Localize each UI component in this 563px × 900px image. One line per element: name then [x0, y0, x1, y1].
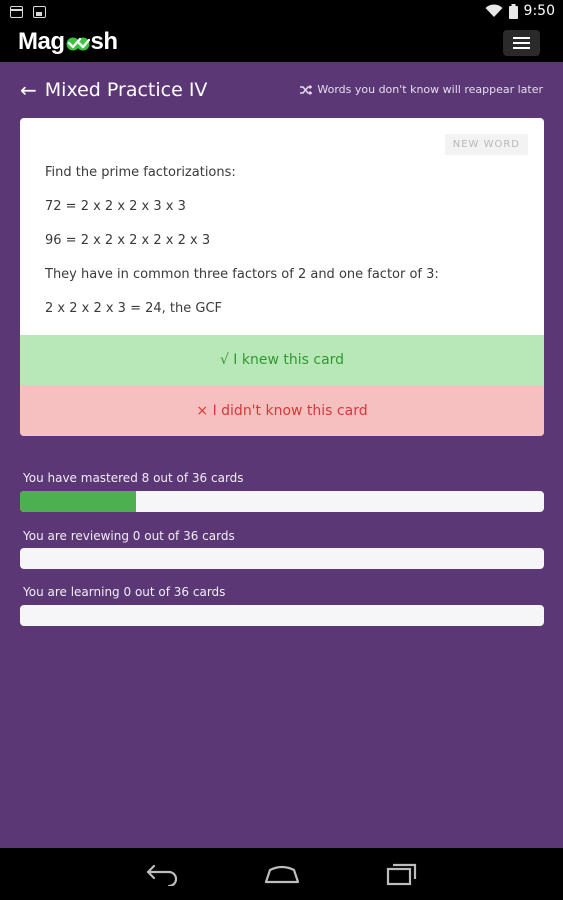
magoosh-logo[interactable]	[18, 28, 118, 56]
recents-nav-icon[interactable]	[385, 862, 419, 886]
back-button[interactable]	[20, 78, 207, 102]
menu-icon-line	[513, 37, 530, 39]
reviewing-progress-bar	[20, 548, 544, 569]
learning-label: You are learning 0 out of 36 cards	[23, 585, 226, 599]
shuffle-note	[300, 83, 543, 96]
status-time: 9:50	[523, 3, 555, 19]
home-nav-icon[interactable]	[264, 862, 300, 886]
app-bar	[0, 25, 563, 62]
menu-icon-line	[513, 42, 530, 44]
shuffle-icon	[300, 85, 312, 95]
screenshot-notification-icon	[10, 6, 23, 18]
new-word-badge: NEW WORD	[445, 134, 528, 155]
logo-text-right: sh	[90, 28, 118, 55]
battery-icon	[509, 4, 518, 19]
card-line: Find the prime factorizations:	[45, 165, 236, 180]
learning-progress-bar	[20, 605, 544, 626]
page-title: Mixed Practice IV	[44, 79, 208, 101]
logo-text-left: Mag	[18, 28, 65, 55]
mastered-progress-fill	[20, 491, 136, 512]
card-line: 2 x 2 x 2 x 3 = 24, the GCF	[45, 301, 223, 316]
mastered-label: You have mastered 8 out of 36 cards	[23, 471, 244, 485]
logo-check-icon	[66, 31, 90, 53]
menu-icon-line	[513, 47, 530, 49]
back-nav-icon[interactable]	[145, 862, 179, 886]
knew-card-button[interactable]: √ I knew this card	[20, 335, 544, 385]
status-bar	[0, 0, 563, 25]
shuffle-note-text: Words you don't know will reappear later	[317, 83, 543, 96]
card-line: 72 = 2 x 2 x 2 x 3 x 3	[45, 199, 186, 214]
wifi-icon	[485, 4, 503, 18]
image-notification-icon	[33, 6, 46, 18]
mastered-progress-bar	[20, 491, 544, 512]
didnt-know-card-button[interactable]: × I didn't know this card	[20, 385, 544, 436]
back-arrow-icon: ←	[20, 78, 37, 102]
status-bar-right	[485, 3, 555, 19]
reviewing-label: You are reviewing 0 out of 36 cards	[23, 529, 235, 543]
card-line: They have in common three factors of 2 and one factor of 3:	[45, 267, 439, 282]
card-line: 96 = 2 x 2 x 2 x 2 x 2 x 3	[45, 233, 211, 248]
menu-button[interactable]	[503, 30, 540, 56]
flashcard	[20, 118, 544, 436]
navigation-bar	[0, 848, 563, 900]
